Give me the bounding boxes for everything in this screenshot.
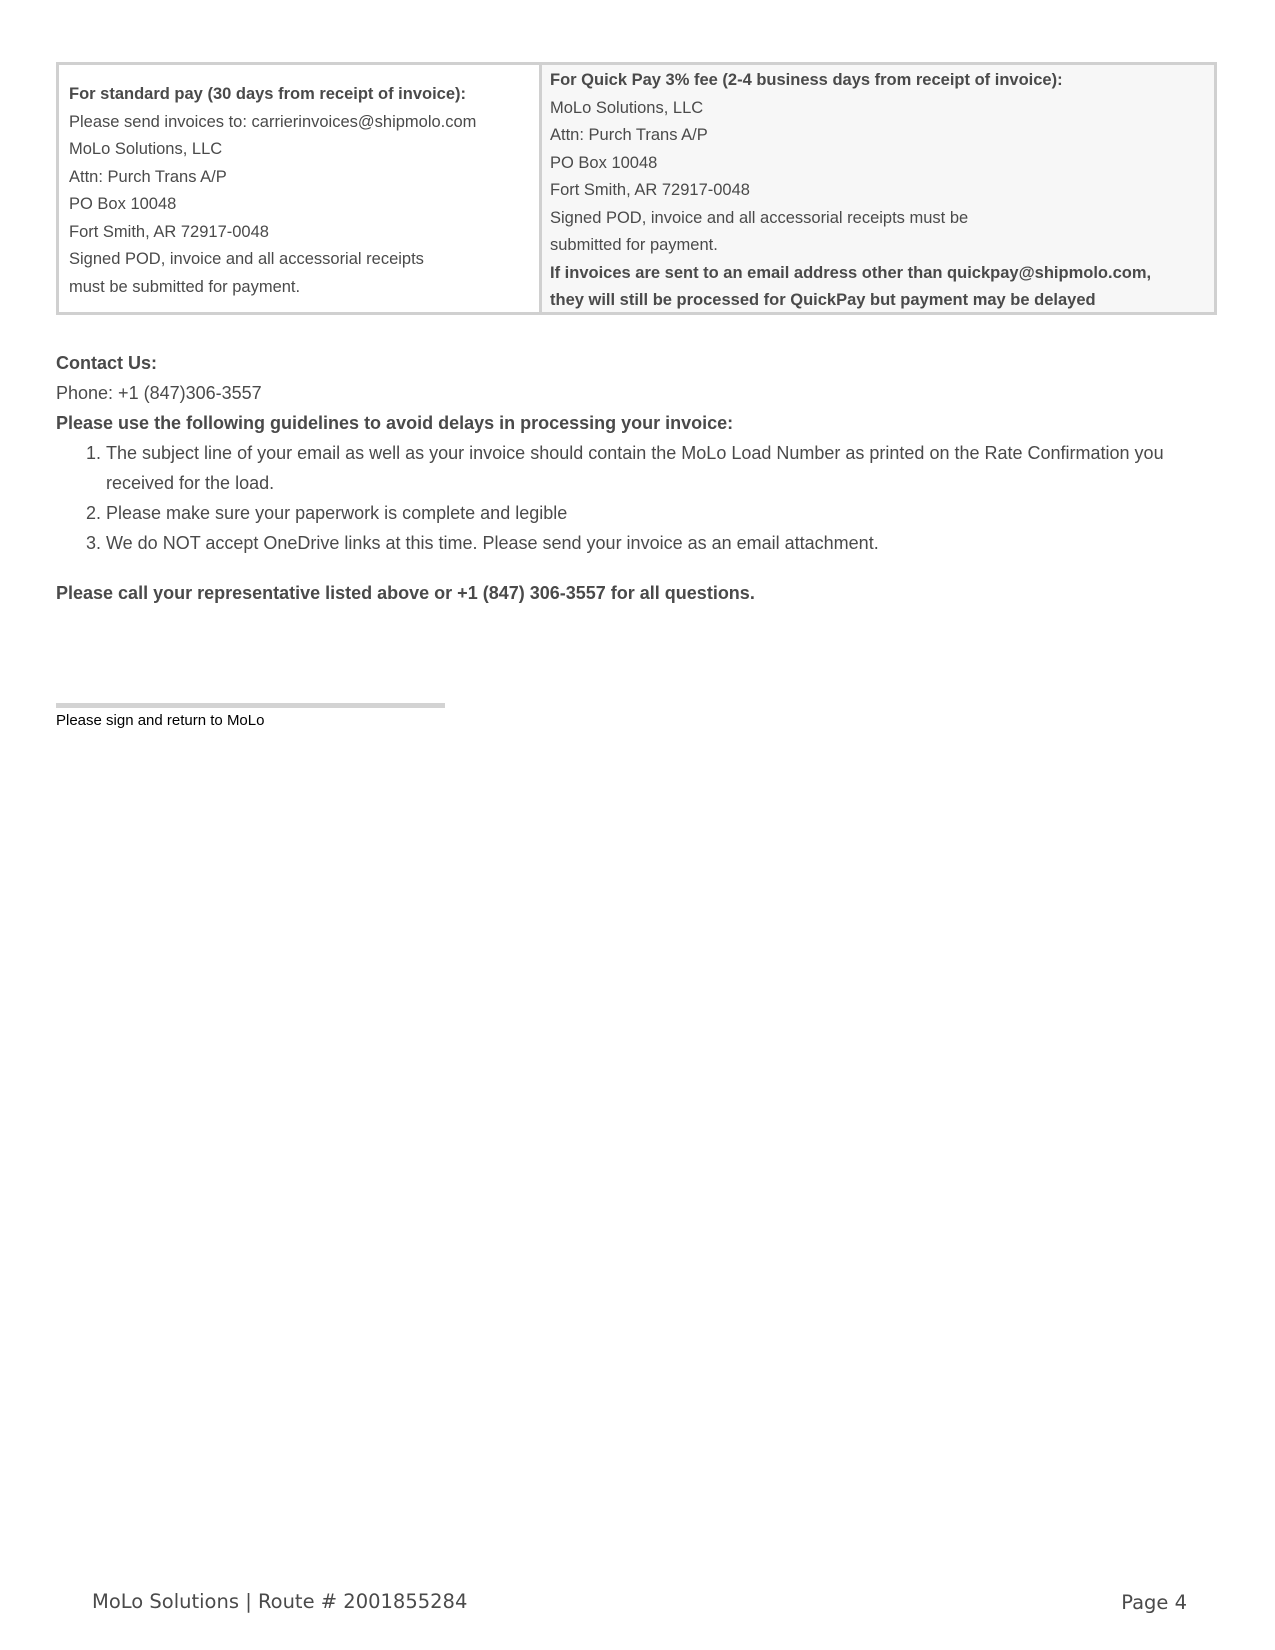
guidelines-list bbox=[56, 438, 1226, 558]
quick-pay-requirement-line-1: Signed POD, invoice and all accessorial receipts must be bbox=[550, 208, 969, 227]
guideline-item: 2. Please make sure your paperwork is complete and legible bbox=[106, 498, 1226, 528]
quick-pay-requirement-line-2: submitted for payment. bbox=[550, 236, 718, 254]
guidelines-heading: Please use the following guidelines to avoid delays in processing your invoice: bbox=[56, 413, 734, 433]
quick-pay-heading: For Quick Pay 3% fee (2-4 business days from receipt of invoice): bbox=[550, 71, 1063, 89]
quick-pay-attn: Attn: Purch Trans A/P bbox=[550, 126, 708, 144]
footer-route: MoLo Solutions | Route # 2001855284 bbox=[92, 1590, 468, 1613]
signature-label: Please sign and return to MoLo bbox=[56, 712, 265, 729]
standard-pay-heading: For standard pay (30 days from receipt of invoice): bbox=[69, 85, 467, 103]
standard-pay-po-box: PO Box 10048 bbox=[69, 195, 177, 213]
quick-pay-city: Fort Smith, AR 72917-0048 bbox=[550, 181, 750, 199]
standard-pay-attn: Attn: Purch Trans A/P bbox=[69, 167, 227, 186]
standard-pay-email-line: Please send invoices to: carrierinvoices@shipmolo.com bbox=[69, 112, 477, 131]
standard-pay-cell bbox=[59, 65, 542, 312]
guideline-item: 3. We do NOT accept OneDrive links at this time. Please send your invoice as an email attachment. bbox=[106, 528, 1226, 558]
quick-pay-company: MoLo Solutions, LLC bbox=[550, 98, 704, 117]
quick-pay-notice-line-1: If invoices are sent to an email address other than quickpay@shipmolo.com, bbox=[550, 263, 1152, 282]
quick-pay-notice-line-2: they will still be processed for QuickPay but payment may be delayed bbox=[550, 291, 1096, 309]
standard-pay-requirement-line-1: Signed POD, invoice and all accessorial receipts bbox=[69, 250, 424, 268]
payment-terms-table bbox=[56, 62, 1217, 315]
footer-page-number: Page 4 bbox=[1121, 1591, 1187, 1614]
contact-section bbox=[56, 348, 1226, 558]
questions-note: Please call your representative listed above or +1 (847) 306-3557 for all questions. bbox=[56, 583, 755, 603]
quick-pay-cell bbox=[542, 65, 1214, 312]
contact-heading: Contact Us: bbox=[56, 353, 158, 373]
quick-pay-po-box: PO Box 10048 bbox=[550, 153, 658, 172]
standard-pay-requirement-line-2: must be submitted for payment. bbox=[69, 277, 301, 296]
contact-phone: Phone: +1 (847)306-3557 bbox=[56, 383, 262, 403]
guideline-item: 1. The subject line of your email as well as your invoice should contain the MoLo Load Number as printed on the Rate Confirmation you received for the load. bbox=[106, 438, 1226, 498]
standard-pay-company: MoLo Solutions, LLC bbox=[69, 140, 223, 158]
standard-pay-city: Fort Smith, AR 72917-0048 bbox=[69, 222, 269, 241]
signature-line bbox=[56, 703, 445, 708]
